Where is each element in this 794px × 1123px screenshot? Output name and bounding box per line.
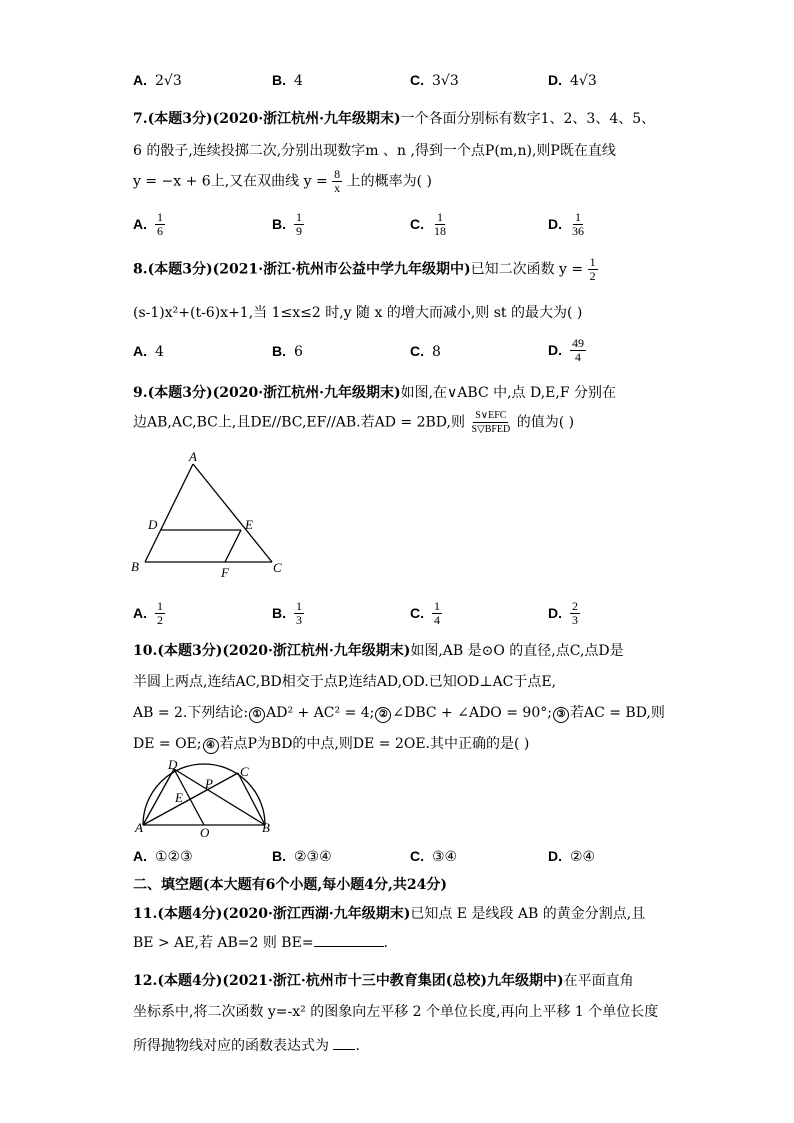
q6-option-a[interactable]: A. 2√3 [133,72,182,89]
q6-option-d[interactable]: D. 4√3 [548,72,597,89]
q9-option-d[interactable]: D. $\frac{2}{3}$ [548,599,578,627]
q7-tag: (本题3分) [147,111,213,127]
q9-source: (2020·浙江杭州·九年级期末) [212,385,401,401]
q8-fraction: $\frac{1}{2}$ [589,255,596,283]
q8-number: 8. [133,261,148,278]
q12-line1: 12.(本题4分)(2021·浙江·杭州市十三中教育集团(总校)九年级期中)在平面直角 [133,973,634,989]
q11-source: (2020·浙江西湖·九年级期末) [222,906,411,922]
q6-option-c[interactable]: C. 3√3 [410,72,459,89]
q12-tag: (本题4分) [157,973,223,989]
q7-number: 7. [133,111,148,127]
q8-line2: (s-1)x²+(t-6)x+1,当 1≤x≤2 时,y 随 x 的增大而减小,则 st 的最大为( ) [133,305,583,321]
q10-line2: 半圆上两点,连结AC,BD相交于点P,连结AD,OD.已知OD⊥AC于点E, [133,674,557,690]
q10-option-b[interactable]: B. ②③④ [272,848,332,865]
q9-line2: 边AB,AC,BC上,且DE//BC,EF//AB.若AD = 2BD,则 $\frac{\text{S∨EFC}}{\text{S▽BFED}}$ 的值为( ) [133,410,575,435]
q10-label-o: O [200,825,210,839]
q12-number: 12. [133,973,158,989]
q9-label-f: F [221,565,229,580]
q6-option-a-value: 2√3 [155,73,182,89]
q9-option-b[interactable]: B. $\frac{1}{3}$ [272,599,302,627]
q9-label-e: E [245,517,253,532]
q10-chord-bd [174,769,265,825]
q7-fraction: $\frac{8}{x}$ [334,167,341,195]
q7-source: (2020·浙江杭州·九年级期末) [212,111,401,127]
q10-conclusion-4: ④ [203,738,219,754]
q10-label-d: D [168,757,178,772]
q7-option-c[interactable]: C. $\frac{1}{18}$ [410,210,446,238]
q9-label-c: C [273,560,282,575]
q8-option-a[interactable]: A. 4 [133,343,164,360]
q10-semicircle-figure [128,757,288,839]
q9-area-ratio: $\frac{\text{S∨EFC}}{\text{S▽BFED}}$ [471,410,511,435]
q6-option-d-value: 4√3 [570,73,597,89]
q6-option-b[interactable]: B. 4 [272,72,303,89]
q8-line1: 8.(本题3分)(2021·浙江·杭州市公益中学九年级期中)已知二次函数 y = $\frac{1}{2}$ [133,255,596,283]
q6-option-c-value: 3√3 [432,73,459,89]
q9-label-d: D [148,517,158,532]
q11-line2: BE > AE,若 AB=2 则 BE= . [133,935,388,951]
q11-answer-blank[interactable] [314,946,384,947]
q9-line1: 9.(本题3分)(2020·浙江杭州·九年级期末)如图,在∨ABC 中,点 D,E,F 分别在 [133,385,617,401]
q10-tag: (本题3分) [157,643,223,659]
q10-conclusion-2: ② [375,707,391,723]
q7-option-d[interactable]: D. $\frac{1}{36}$ [548,210,584,238]
q8-option-d[interactable]: D. $\frac{49}{4}$ [548,336,584,364]
q8-option-b[interactable]: B. 6 [272,343,303,360]
q8-tag: (本题3分) [147,261,213,278]
q7-text1: 一个各面分别标有数字1、2、3、4、5、 [400,111,656,127]
q12-source: (2021·浙江·杭州市十三中教育集团(总校)九年级期中) [222,973,564,989]
q10-label-a: A [135,820,143,835]
q7-option-b[interactable]: B. $\frac{1}{9}$ [272,210,302,238]
q9-option-a[interactable]: A. $\frac{1}{2}$ [133,599,163,627]
q10-label-b: B [262,820,270,835]
q9-side-ab [145,464,193,562]
q10-conclusion-3: ③ [553,707,569,723]
q10-label-e: E [175,790,183,805]
q6-option-b-value: 4 [294,73,303,89]
q12-line2: 坐标系中,将二次函数 y=-x² 的图象向左平移 2 个单位长度,再向上平移 1 个单位长度 [133,1004,659,1020]
q11-tag: (本题4分) [157,906,223,922]
q9-label-a: A [189,450,197,464]
q10-source: (2020·浙江杭州·九年级期末) [222,643,411,659]
q10-option-d[interactable]: D. ②④ [548,848,596,865]
q10-conclusion-1: ① [249,707,265,723]
q7-option-a[interactable]: A. $\frac{1}{6}$ [133,210,163,238]
q9-label-b: B [131,559,139,574]
q9-option-c[interactable]: C. $\frac{1}{4}$ [410,599,440,627]
q10-option-c[interactable]: C. ③④ [410,848,458,865]
q10-number: 10. [133,643,158,659]
q10-label-p: P [205,776,213,791]
q11-line1: 11.(本题4分)(2020·浙江西湖·九年级期末)已知点 E 是线段 AB 的黄金分割点,且 [133,906,646,922]
q10-label-c: C [240,764,249,779]
q10-line3: AB = 2.下列结论: ① AD² + AC² = 4; ② ∠DBC + ∠ADO = 90°; ③ 若AC = BD,则 [133,705,665,721]
q7-line1 [133,108,655,128]
q9-tag: (本题3分) [147,385,213,401]
q10-option-a[interactable]: A. ①②③ [133,848,193,865]
q8-source: (2021·浙江·杭州市公益中学九年级期中) [212,261,471,278]
q9-number: 9. [133,385,148,401]
q7-line3: y = −x + 6上,又在双曲线 y = $\frac{8}{x}$ 上的概率为( ) [133,167,432,195]
q10-line1: 10.(本题3分)(2020·浙江杭州·九年级期末)如图,AB 是⊙O 的直径,点C,点D是 [133,643,624,659]
q7-line2: 6 的骰子,连续投掷二次,分别出现数字m 、n ,得到一个点P(m,n),则P既在直线 [133,143,616,159]
q12-line3: 所得抛物线对应的函数表达式为 . [133,1038,360,1054]
q10-line4: DE = OE; ④ 若点P为BD的中点,则DE = 2OE.其中正确的是( ) [133,736,530,752]
q8-option-c[interactable]: C. 8 [410,343,441,360]
q9-triangle-figure [128,450,288,580]
q12-answer-blank[interactable] [333,1049,355,1050]
section-title-fill-in: 二、填空题(本大题有6个小题,每小题4分,共24分) [133,877,447,893]
q11-number: 11. [133,906,158,922]
q9-segment-ef [225,530,241,562]
